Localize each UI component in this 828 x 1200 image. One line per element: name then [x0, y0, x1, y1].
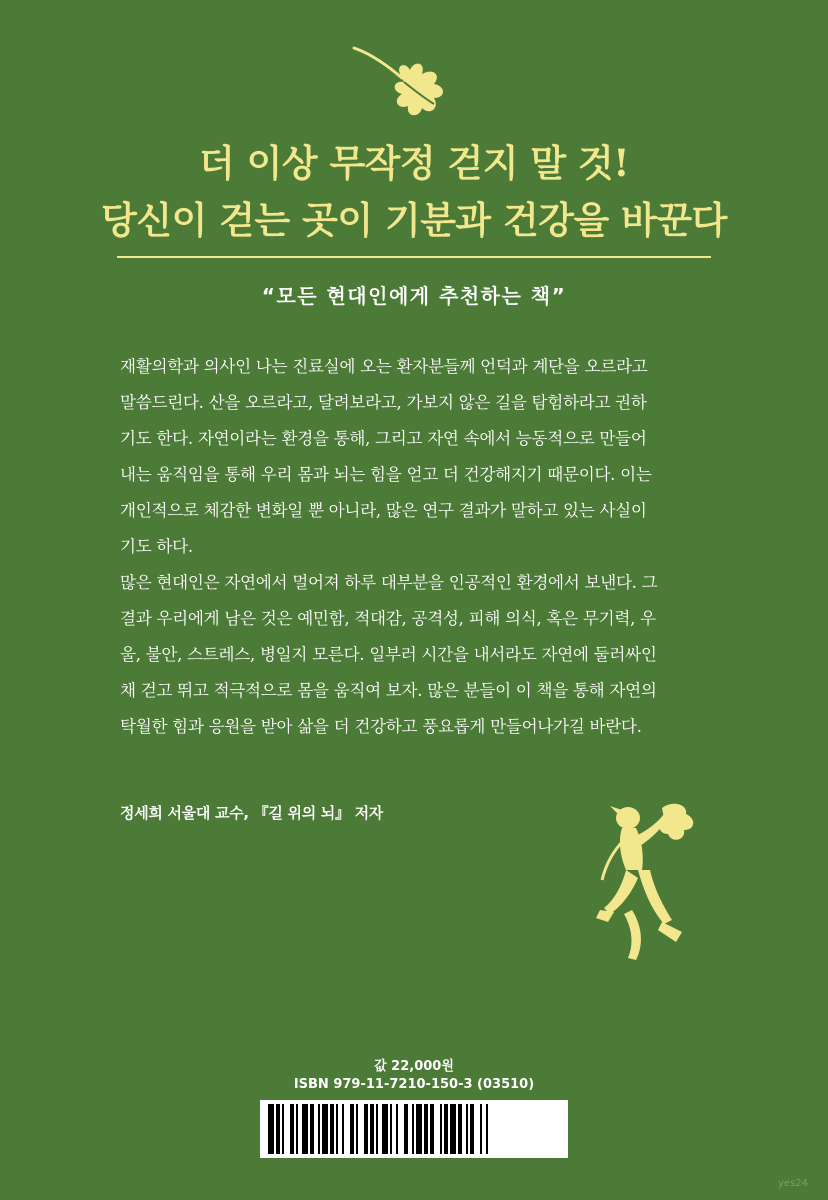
barcode-bar — [416, 1104, 422, 1154]
attribution: 정세희 서울대 교수, 『길 위의 뇌』 저자 — [120, 804, 383, 822]
barcode-bar — [450, 1104, 456, 1154]
barcode-bar — [330, 1104, 334, 1154]
barcode-bar — [466, 1104, 468, 1154]
barcode-bar — [486, 1104, 488, 1154]
barcode-bar — [470, 1104, 474, 1154]
barcode-bar — [424, 1104, 428, 1154]
barcode-bar — [444, 1104, 448, 1154]
barcode-bar — [302, 1104, 308, 1154]
barcode-bar — [364, 1104, 368, 1154]
barcode-bar — [370, 1104, 374, 1154]
body-line: 울, 불안, 스트레스, 병일지 모른다. 일부러 시간을 내서라도 자연에 둘러싸인 — [120, 645, 657, 664]
divider — [117, 256, 711, 258]
body-line: 많은 현대인은 자연에서 멀어져 하루 대부분을 인공적인 환경에서 보낸다. 그 — [120, 573, 658, 592]
barcode-bar — [276, 1104, 280, 1154]
barcode-bar — [430, 1104, 434, 1154]
headline-line-1: 더 이상 무작정 걷지 말 것! — [198, 141, 630, 185]
price: 값 22,000원 — [374, 1059, 454, 1074]
isbn: ISBN 979-11-7210-150-3 (03510) — [293, 1077, 535, 1092]
barcode-bar — [376, 1104, 378, 1154]
barcode-bar — [390, 1104, 392, 1154]
barcode-icon — [260, 1100, 568, 1158]
watermark: yes24 — [778, 1178, 809, 1189]
body-line: 탁월한 힘과 응원을 받아 삶을 더 건강하고 풍요롭게 만들어나가길 바란다. — [120, 717, 642, 736]
barcode-bar — [310, 1104, 314, 1154]
barcode-bar — [282, 1104, 284, 1154]
barcode-bar — [318, 1104, 320, 1154]
running-figure-icon — [592, 800, 704, 965]
barcode-bar — [412, 1104, 414, 1154]
body-line: 결과 우리에게 남은 것은 예민함, 적대감, 공격성, 피해 의식, 혹은 무기력, 우 — [120, 609, 656, 628]
barcode-bar — [480, 1104, 482, 1154]
body-line: 기도 하다. — [120, 537, 193, 556]
barcode-bar — [458, 1104, 462, 1154]
leaf-ornament-icon — [350, 40, 466, 120]
barcode-bar — [404, 1104, 408, 1154]
barcode-bars — [264, 1104, 564, 1154]
barcode-bar — [350, 1104, 354, 1154]
barcode-bar — [268, 1104, 274, 1154]
body-line: 내는 움직임을 통해 우리 몸과 뇌는 힘을 얻고 더 건강해지기 때문이다. 이는 — [120, 465, 652, 484]
barcode-bar — [440, 1104, 442, 1154]
headline-line-2: 당신이 걷는 곳이 기분과 건강을 바꾼다 — [101, 198, 727, 242]
body-line: 말씀드린다. 산을 오르라고, 달려보라고, 가보지 않은 길을 탐험하라고 권하 — [120, 393, 647, 412]
barcode-bar — [396, 1104, 398, 1154]
body-line: 기도 한다. 자연이라는 환경을 통해, 그리고 자연 속에서 능동적으로 만들어 — [120, 429, 647, 448]
barcode-bar — [342, 1104, 344, 1154]
barcode-bar — [336, 1104, 338, 1154]
barcode-bar — [382, 1104, 388, 1154]
barcode-bar — [356, 1104, 358, 1154]
barcode-bar — [296, 1104, 298, 1154]
body-line: 개인적으로 체감한 변화일 뿐 아니라, 많은 연구 결과가 말하고 있는 사실이 — [120, 501, 647, 520]
barcode-bar — [290, 1104, 294, 1154]
barcode-bar — [322, 1104, 328, 1154]
body-line: 채 걷고 뛰고 적극적으로 몸을 움직여 보자. 많은 분들이 이 책을 통해 자연의 — [120, 681, 657, 700]
body-line: 재활의학과 의사인 나는 진료실에 오는 환자분들께 언덕과 계단을 오르라고 — [120, 357, 648, 376]
recommendation-blurb: “모든 현대인에게 추천하는 책” — [261, 284, 567, 308]
